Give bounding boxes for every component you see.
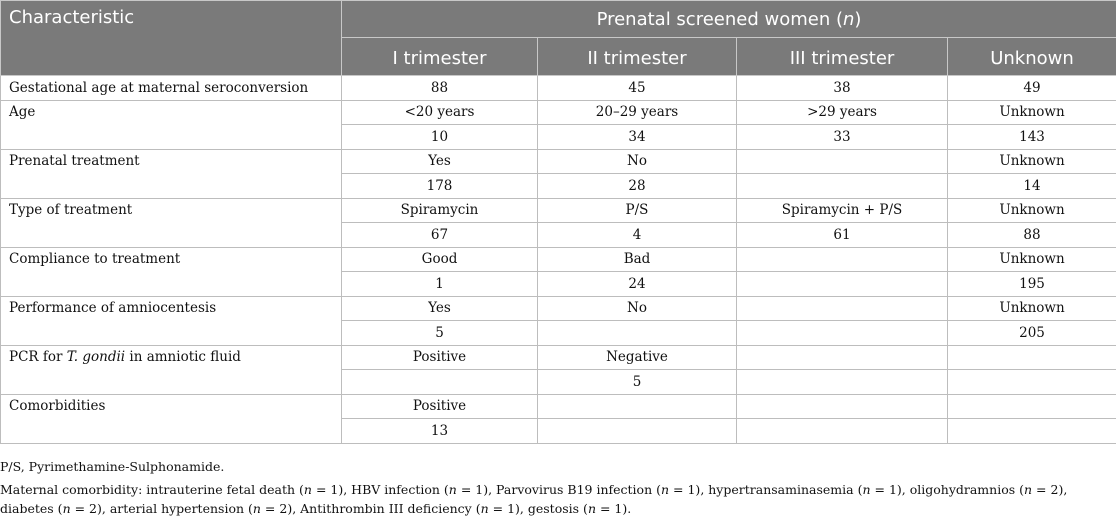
table-cell: 88 [342, 76, 538, 101]
footnote-abbreviation: P/S, Pyrimethamine-Sulphonamide. [0, 457, 1110, 476]
table-cell: Unknown [948, 296, 1116, 321]
table-cell [538, 394, 737, 419]
table-cell: No [538, 149, 737, 174]
table-cell: Good [342, 247, 538, 272]
header-group-suffix: ) [854, 9, 861, 30]
table-cell: Spiramycin [342, 198, 538, 223]
table-cell [737, 247, 948, 272]
table-cell: 10 [342, 125, 538, 150]
pcr-label-organism: T. gondii [67, 349, 125, 365]
header-group [342, 1, 1116, 38]
table-cell: 38 [737, 76, 948, 101]
table-cell: Positive [342, 345, 538, 370]
table-cell [948, 370, 1116, 395]
table-cell [737, 370, 948, 395]
table-cell [342, 370, 538, 395]
table-row [1, 100, 1116, 125]
table-cell: 14 [948, 174, 1116, 199]
table-cell [737, 296, 948, 321]
table-cell: 4 [538, 223, 737, 248]
table-cell: 13 [342, 419, 538, 444]
table-cell: Unknown [948, 198, 1116, 223]
table-row [1, 149, 1116, 174]
table-cell [737, 394, 948, 419]
header-col-trimester-3: III trimester [737, 38, 948, 76]
table-cell [948, 345, 1116, 370]
table-cell: 24 [538, 272, 737, 297]
table-cell: Unknown [948, 149, 1116, 174]
table-cell: Unknown [948, 100, 1116, 125]
table-cell: 1 [342, 272, 538, 297]
table-row [1, 76, 1116, 101]
table-cell: <20 years [342, 100, 538, 125]
header-col-unknown: Unknown [948, 38, 1116, 76]
table-cell: Unknown [948, 247, 1116, 272]
table-cell [737, 419, 948, 444]
row-label-amniocentesis: Performance of amniocentesis [1, 296, 342, 345]
table-cell [948, 419, 1116, 444]
table-row [1, 345, 1116, 370]
pcr-label-suffix: in amniotic fluid [125, 349, 241, 365]
header-col-trimester-1: I trimester [342, 38, 538, 76]
header-col-trimester-2: II trimester [538, 38, 737, 76]
table-cell: 67 [342, 223, 538, 248]
table-cell [737, 345, 948, 370]
table-cell: Bad [538, 247, 737, 272]
table-cell: 5 [538, 370, 737, 395]
table-cell: 5 [342, 321, 538, 346]
row-label-prenatal-treatment: Prenatal treatment [1, 149, 342, 198]
row-label-pcr [1, 345, 342, 394]
table-cell: Negative [538, 345, 737, 370]
table-cell: 34 [538, 125, 737, 150]
table-cell: Yes [342, 149, 538, 174]
table-row [1, 296, 1116, 321]
table-cell [538, 321, 737, 346]
table-cell [737, 149, 948, 174]
table-cell: 143 [948, 125, 1116, 150]
row-label-gestational-age: Gestational age at maternal seroconversion [1, 76, 342, 101]
table-cell: 205 [948, 321, 1116, 346]
table-cell [538, 419, 737, 444]
table-cell: 28 [538, 174, 737, 199]
row-label-type-of-treatment: Type of treatment [1, 198, 342, 247]
table-cell: P/S [538, 198, 737, 223]
table-cell: 178 [342, 174, 538, 199]
header-group-prefix: Prenatal screened women ( [597, 9, 843, 30]
row-label-comorbidities: Comorbidities [1, 394, 342, 443]
table-cell: >29 years [737, 100, 948, 125]
table-footnotes [0, 457, 1110, 518]
table-cell [737, 321, 948, 346]
table-row [1, 198, 1116, 223]
table-cell [948, 394, 1116, 419]
table-cell: Spiramycin + P/S [737, 198, 948, 223]
header-characteristic: Characteristic [1, 1, 342, 76]
table-cell [737, 174, 948, 199]
table-cell: No [538, 296, 737, 321]
header-group-n: n [843, 9, 854, 30]
table-cell: Positive [342, 394, 538, 419]
table-cell: 195 [948, 272, 1116, 297]
table-cell: 45 [538, 76, 737, 101]
table-cell [737, 272, 948, 297]
footnote-comorbidity: Maternal comorbidity: intrauterine fetal death (n = 1), HBV infection (n = 1), Parvovirus B19 infection (n = 1), hypertransaminasemia (n = 1), oligohydramnios (n = 2), diabetes (n = 2), arterial hypertension (n = 2), Antithrombin III deficiency (n = 1), gestosis (n = 1). [0, 480, 1110, 518]
table-cell: 88 [948, 223, 1116, 248]
table-row [1, 394, 1116, 419]
table-cell: Yes [342, 296, 538, 321]
table-cell: 61 [737, 223, 948, 248]
table-cell: 33 [737, 125, 948, 150]
row-label-compliance: Compliance to treatment [1, 247, 342, 296]
table-cell: 20–29 years [538, 100, 737, 125]
row-label-age: Age [1, 100, 342, 149]
table-row [1, 247, 1116, 272]
pcr-label-prefix: PCR for [9, 349, 67, 365]
table-cell: 49 [948, 76, 1116, 101]
